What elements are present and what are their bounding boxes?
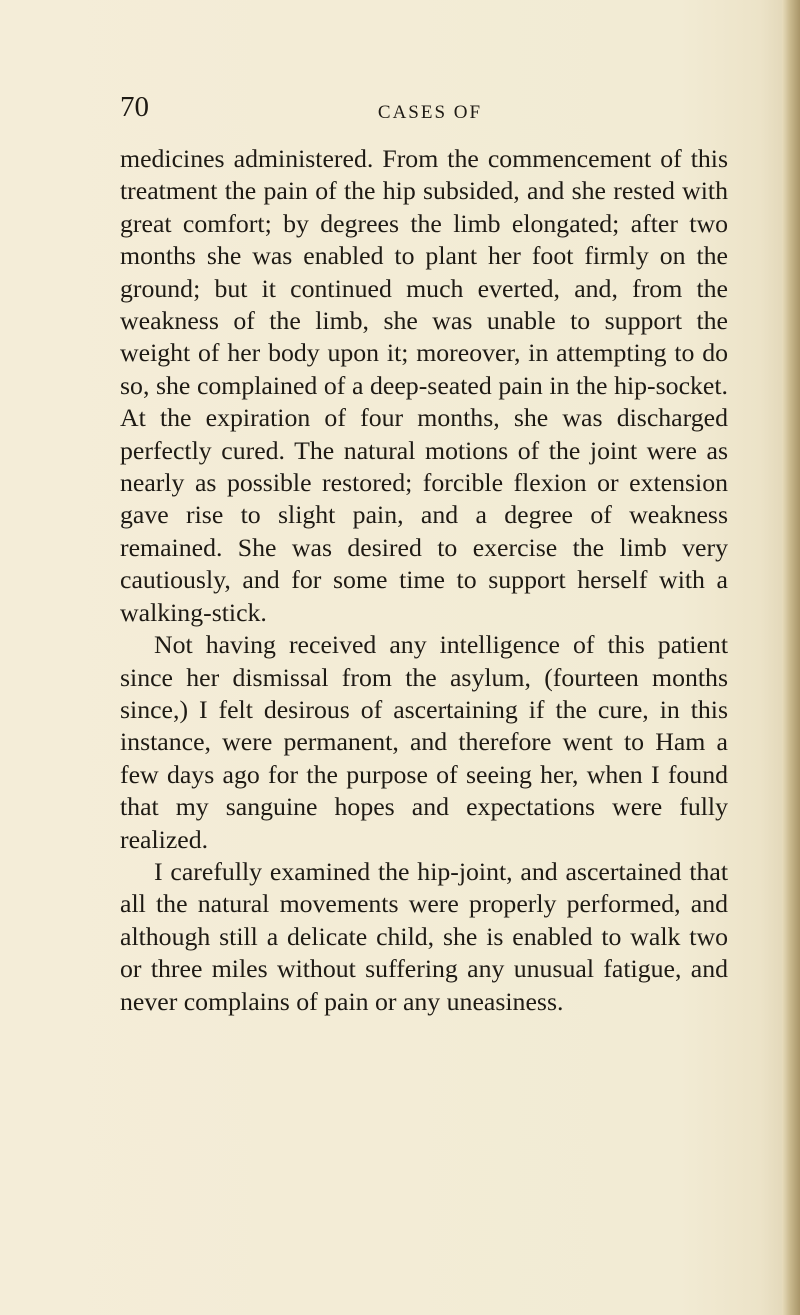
page-edge bbox=[782, 0, 800, 1315]
paragraph: I carefully examined the hip-joint, and ascertained that all the natural movements were properly performed, and although still a delicate child, she is enabled to walk two or three miles without suffering any unusual fatigue, and never complains of pain or any uneasiness. bbox=[120, 856, 728, 1016]
running-head: CASES OF bbox=[377, 102, 483, 123]
paragraph: medicines administered. From the commencement of this treatment the pain of the hip subsided, and she rested with great comfort; by degrees the limb elongated; after two months she was enabled to plant her foot firmly on the ground; but it continued much everted, and, from the weakness of the limb, she was unable to support the weight of her body upon it; moreover, in attempting to do so, she complained of a deep-seated pain in the hip-socket. At the expiration of four months, she was discharged perfectly cured. The natural motions of the joint were as nearly as possible restored; forcible flexion or extension gave rise to slight pain, and a degree of weakness remained. She was desired to exercise the limb very cautiously, and for some time to support herself with a walking-stick. bbox=[120, 144, 728, 627]
paragraph: Not having received any intelligence of this patient since her dismissal from the asylum, (fourteen months since,) I felt desirous of ascertaining if the cure, in this instance, were permanent, and therefore went to Ham a few days ago for the purpose of seeing her, when I found that my sanguine hopes and expectations were fully realized. bbox=[120, 630, 728, 854]
body-text bbox=[120, 143, 728, 1018]
page-header bbox=[120, 92, 740, 132]
page-number: 70 bbox=[120, 91, 149, 123]
